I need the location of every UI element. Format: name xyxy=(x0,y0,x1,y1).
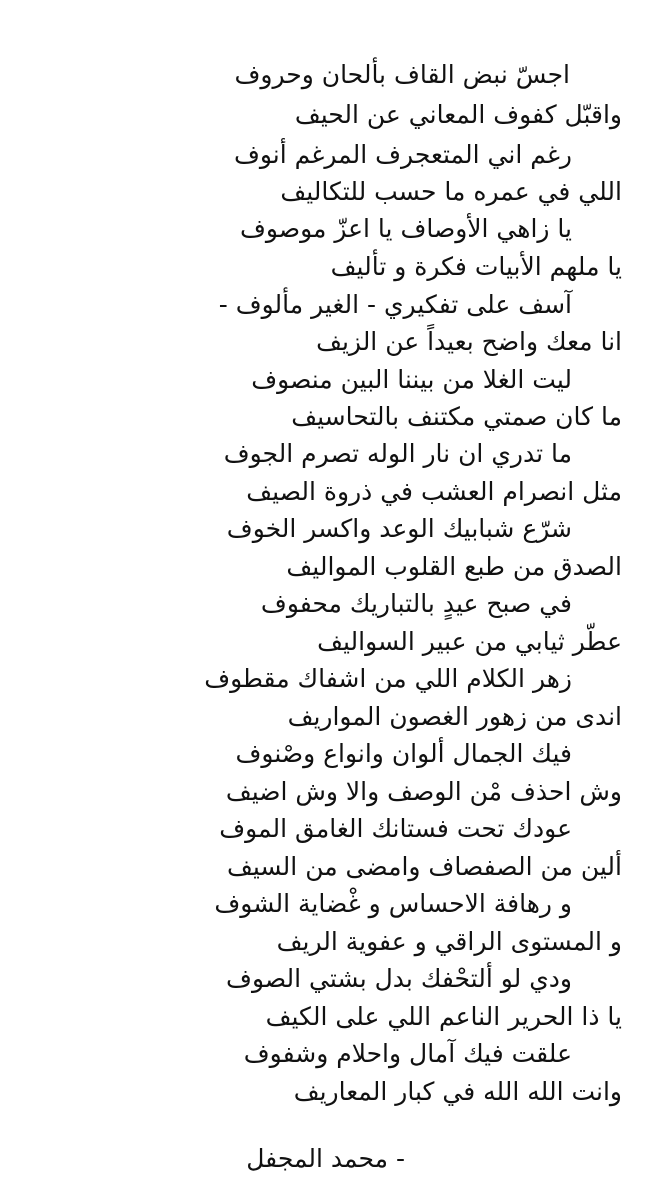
poem-line-18: اندى من زهور الغصون المواريف xyxy=(287,702,622,731)
poem-line-13: شرّع شبابيك الوعد واكسر الخوف xyxy=(226,514,572,543)
poem-line-16: عطّر ثيابي من عبير السواليف xyxy=(317,627,622,656)
poem-line-22: ألين من الصفصاف وامضى من السيف xyxy=(226,852,622,881)
poem-line-14: الصدق من طبع القلوب المواليف xyxy=(286,552,622,581)
poem-line-11: ما تدري ان نار الوله تصرم الجوف xyxy=(223,439,572,468)
poem-line-5: يا زاهي الأوصاف يا اعزّ موصوف xyxy=(240,214,572,243)
poem-line-8: انا معك واضح بعيداً عن الزيف xyxy=(316,327,622,356)
poem-line-19: فيك الجمال ألوان وانواع وصْنوف xyxy=(235,739,572,768)
poem-line-6: يا ملهم الأبيات فكرة و تأليف xyxy=(330,252,622,281)
poem-line-1: اجسّ نبض القاف بألحان وحروف xyxy=(234,60,570,89)
poem-line-25: ودي لو ألتحْفك بدل بشتي الصوف xyxy=(226,964,572,993)
poem-line-2: واقبّل كفوف المعاني عن الحيف xyxy=(294,100,622,129)
poem-line-27: علقت فيك آمال واحلام وشفوف xyxy=(243,1039,572,1068)
poem-line-15: في صبح عيدٍ بالتباريك محفوف xyxy=(260,589,572,618)
poem-line-28: وانت الله الله في كبار المعاريف xyxy=(293,1077,622,1106)
poem-line-10: ما كان صمتي مكتنف بالتحاسيف xyxy=(291,402,622,431)
poem-line-4: اللي في عمره ما حسب للتكاليف xyxy=(280,177,622,206)
poem-line-20: وش احذف مْن الوصف والا وش اضيف xyxy=(225,777,622,806)
poem-line-17: زهر الكلام اللي من اشفاك مقطوف xyxy=(204,664,572,693)
poem-line-26: يا ذا الحرير الناعم اللي على الكيف xyxy=(265,1002,622,1031)
poem-line-9: ليت الغلا من بيننا البين منصوف xyxy=(251,365,572,394)
poem-line-7: آسف على تفكيري - الغير مألوف - xyxy=(218,290,572,319)
poem-line-21: عودك تحت فستانك الغامق الموف xyxy=(219,814,572,843)
poem-line-3: رغم اني المتعجرف المرغم أنوف xyxy=(233,140,572,169)
poet-signature: - محمد المجفل xyxy=(246,1144,405,1173)
poem-line-24: و المستوى الراقي و عفوية الريف xyxy=(276,927,622,956)
poem-line-23: و رهافة الاحساس و غْضاية الشوف xyxy=(214,889,572,918)
poem-line-12: مثل انصرام العشب في ذروة الصيف xyxy=(246,477,622,506)
